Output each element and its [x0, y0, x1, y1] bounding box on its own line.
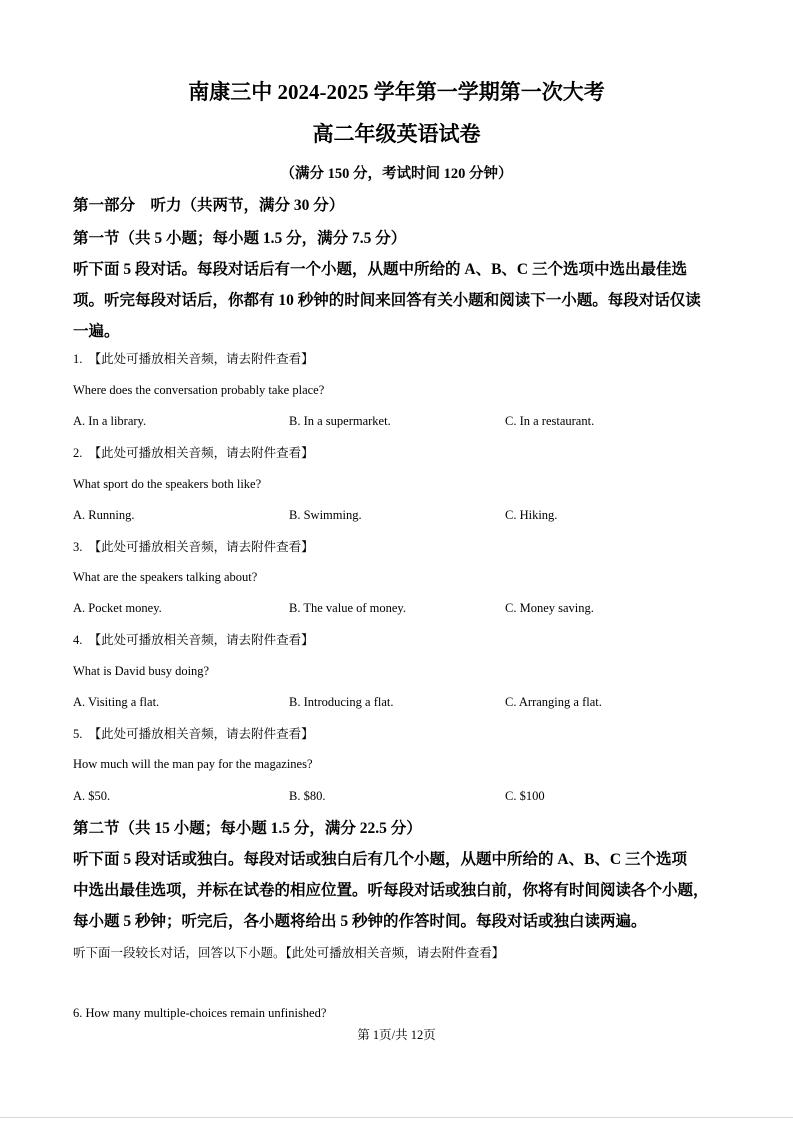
section1-instruction-line: 一遍。	[73, 323, 120, 340]
audio-placeholder: 3. 【此处可播放相关音频，请去附件查看】	[73, 540, 314, 554]
question-text: 6. How many multiple-choices remain unfinished?	[73, 1006, 327, 1020]
section1-instruction-line: 听下面 5 段对话。每段对话后有一个小题，从题中所给的 A、B、C 三个选项中选出最佳选	[73, 261, 687, 278]
exam-note: （满分 150 分，考试时间 120 分钟）	[280, 166, 513, 182]
section1-instruction-line: 项。听完每段对话后，你都有 10 秒钟的时间来回答有关小题和阅读下一小题。每段对话仅读	[73, 292, 701, 309]
option-a: A. Pocket money.	[73, 601, 162, 615]
exam-subtitle: 高二年级英语试卷	[312, 122, 481, 146]
page-bottom-divider	[0, 1117, 793, 1118]
question-text: What sport do the speakers both like?	[73, 477, 262, 491]
section2-instruction-line: 每小题 5 秒钟；听完后，各小题将给出 5 秒钟的作答时间。每段对话或独白读两遍。	[73, 913, 647, 930]
question-text: How much will the man pay for the magazines?	[73, 757, 313, 771]
option-a: A. Visiting a flat.	[73, 695, 160, 709]
option-b: B. $80.	[289, 789, 326, 803]
option-a: A. $50.	[73, 789, 111, 803]
audio-placeholder: 5. 【此处可播放相关音频，请去附件查看】	[73, 727, 314, 741]
audio-placeholder: 4. 【此处可播放相关音频，请去附件查看】	[73, 633, 314, 647]
option-c: C. $100	[505, 789, 545, 803]
exam-title: 南康三中 2024-2025 学年第一学期第一次大考	[188, 80, 605, 104]
option-a: A. Running.	[73, 508, 135, 522]
audio-placeholder: 2. 【此处可播放相关音频，请去附件查看】	[73, 446, 314, 460]
option-b: B. The value of money.	[289, 601, 406, 615]
option-c: C. In a restaurant.	[505, 414, 595, 428]
option-b: B. In a supermarket.	[289, 414, 391, 428]
option-a: A. In a library.	[73, 414, 147, 428]
option-b: B. Introducing a flat.	[289, 695, 394, 709]
option-c: C. Money saving.	[505, 601, 594, 615]
section2-instruction-line: 听下面 5 段对话或独白。每段对话或独白后有几个小题，从题中所给的 A、B、C 三个选项	[73, 851, 687, 868]
section2-intro: 听下面一段较长对话，回答以下小题。【此处可播放相关音频，请去附件查看】	[73, 946, 505, 960]
page-number: 第 1页/共 12页	[357, 1028, 436, 1042]
section1-heading: 第一节（共 5 小题；每小题 1.5 分，满分 7.5 分）	[73, 230, 407, 247]
option-c: C. Arranging a flat.	[505, 695, 602, 709]
audio-placeholder: 1. 【此处可播放相关音频，请去附件查看】	[73, 352, 314, 366]
option-c: C. Hiking.	[505, 508, 558, 522]
option-b: B. Swimming.	[289, 508, 362, 522]
section2-heading: 第二节（共 15 小题；每小题 1.5 分，满分 22.5 分）	[73, 820, 422, 837]
part1-heading: 第一部分 听力（共两节，满分 30 分）	[73, 197, 345, 214]
section2-instruction-line: 中选出最佳选项，并标在试卷的相应位置。听每段对话或独白前，你将有时间阅读各个小题，	[73, 882, 709, 899]
question-text: Where does the conversation probably take place?	[73, 383, 325, 397]
question-text: What is David busy doing?	[73, 664, 210, 678]
question-text: What are the speakers talking about?	[73, 570, 258, 584]
